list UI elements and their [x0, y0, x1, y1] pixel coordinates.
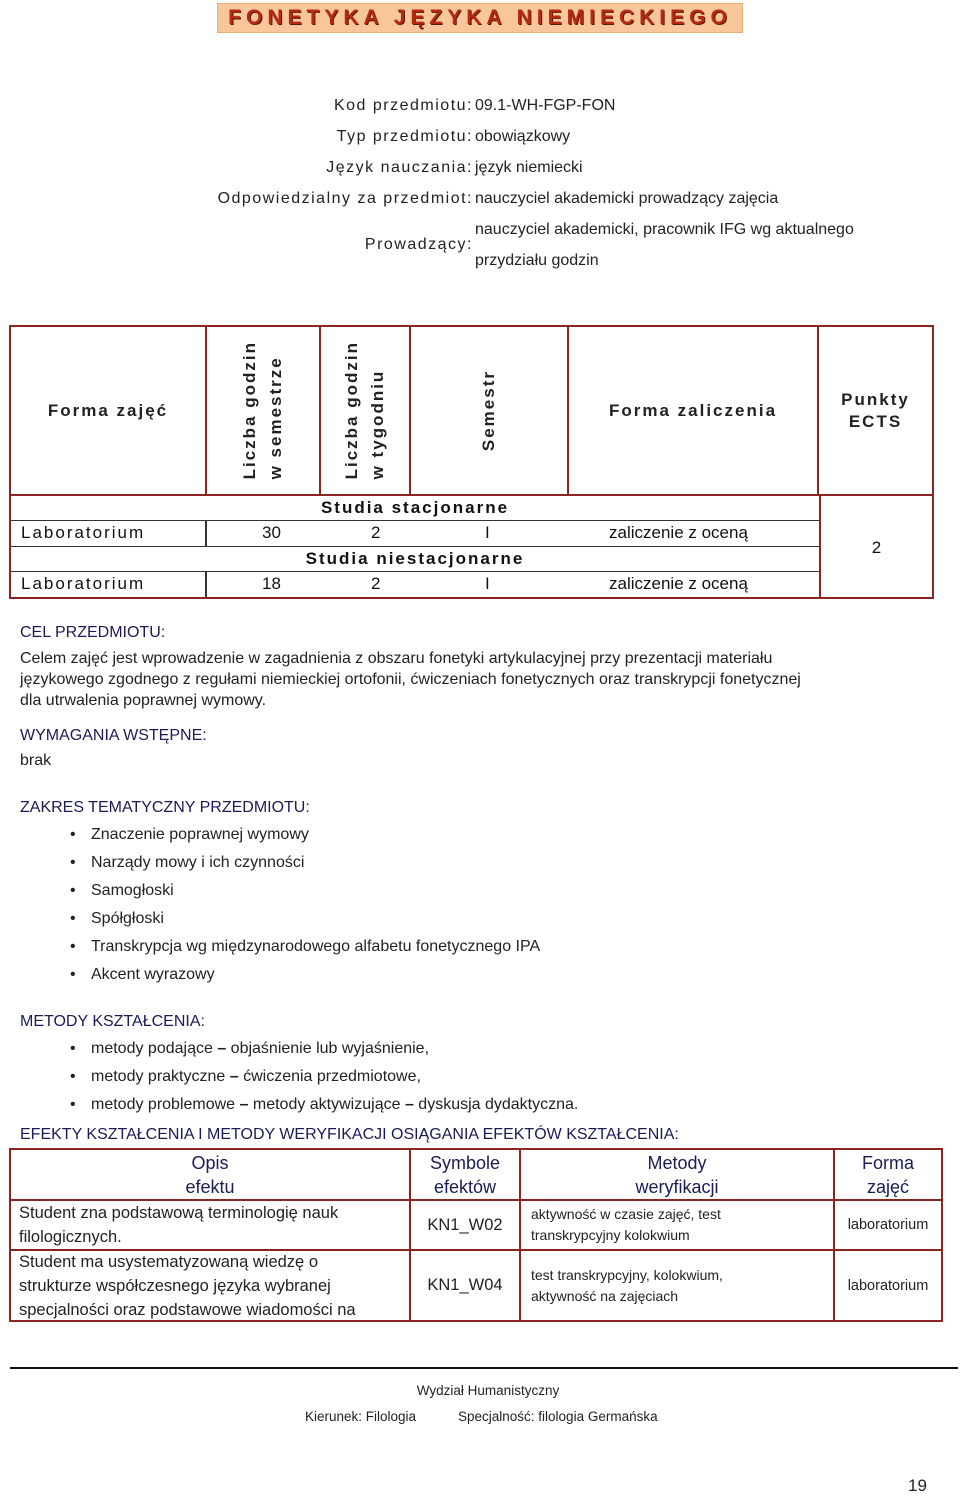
- info-row-typ: [0, 121, 960, 152]
- section-niestacjonarne: Studia niestacjonarne: [305, 549, 525, 568]
- list-item: • Akcent wyrazowy: [78, 961, 940, 989]
- cell-semestr: I: [485, 574, 490, 593]
- footer-divider: [10, 1367, 958, 1369]
- course-sections: [20, 622, 940, 1119]
- info-value: nauczyciel akademicki prowadzący zajęcia: [475, 190, 779, 207]
- cel-text: Celem zajęć jest wprowadzenie w zagadnienia z obszaru fonetyki artykulacyjnej przy prezentacji materiału językowego zgodnego z regułami niemieckiej ortofonii, ćwiczeniach fonetycznych oraz transkrypcji fonetycznej dla utrwalenia poprawnej wymowy.: [20, 650, 801, 709]
- info-row-odpowiedzialny: [0, 183, 960, 214]
- info-value-line: nauczyciel akademicki, pracownik IFG wg aktualnego: [475, 221, 854, 238]
- title-banner: [0, 0, 960, 36]
- table-row: [11, 571, 819, 598]
- cell-godz-tydz: 2: [371, 574, 381, 593]
- cell-opis: Student zna podstawową terminologię nauk filologicznych.: [11, 1201, 411, 1249]
- cell-godz-tydz: 2: [371, 523, 381, 542]
- cell-metody: aktywność w czasie zajęć, test transkrypcyjny kolokwium: [521, 1201, 835, 1249]
- wymagania-text: brak: [20, 752, 52, 769]
- efekty-table: [9, 1148, 943, 1322]
- info-value: obowiązkowy: [475, 128, 571, 145]
- footer-wydzial: Wydział Humanistyczny: [416, 1383, 560, 1398]
- info-row-kod: [0, 90, 960, 121]
- info-value-line: przydziału godzin: [475, 252, 599, 269]
- cell-forma: Laboratorium: [21, 574, 146, 593]
- cell-forma: laboratorium: [847, 1217, 929, 1233]
- cell-forma: laboratorium: [847, 1277, 929, 1294]
- list-item: • Narządy mowy i ich czynności: [78, 849, 940, 877]
- cel-heading: CEL PRZEDMIOTU:: [20, 624, 166, 641]
- list-item: • Spółgłoski: [78, 905, 940, 933]
- info-label: Prowadzący:: [364, 236, 473, 253]
- efekty-heading: EFEKTY KSZTAŁCENIA I METODY WERYFIKACJI OSIĄGANIA EFEKTÓW KSZTAŁCENIA:: [20, 1126, 679, 1143]
- table-row: [11, 1201, 941, 1251]
- cell-semestr: I: [485, 523, 490, 542]
- info-label: Kod przedmiotu:: [333, 96, 473, 114]
- table-row: [11, 1251, 941, 1320]
- zakres-list: [78, 821, 940, 989]
- metody-heading: METODY KSZTAŁCENIA:: [20, 1013, 205, 1030]
- wymagania-heading: WYMAGANIA WSTĘPNE:: [20, 727, 207, 744]
- header-forma-zaliczenia: Forma zaliczenia: [569, 327, 819, 494]
- cell-opis: Student ma usystematyzowaną wiedzę o strukturze współczesnego języka wybranej specjalności oraz podstawowe wiadomości na: [11, 1251, 411, 1320]
- list-item: • Samogłoski: [78, 877, 940, 905]
- cell-zaliczenie: zaliczenie z oceną: [609, 523, 748, 542]
- info-label: Typ przedmiotu:: [336, 127, 473, 145]
- cell-metody: test transkrypcyjny, kolokwium, aktywność na zajęciach: [521, 1251, 835, 1320]
- page-number: 19: [908, 1476, 927, 1495]
- hours-table: [9, 325, 934, 599]
- header-liczba-godzin-tydzien: Liczba godzin w tygodniu: [321, 327, 411, 494]
- info-value: język niemiecki: [475, 159, 583, 176]
- info-row-jezyk: [0, 152, 960, 183]
- table-row: [11, 520, 819, 547]
- cell-godz-sem: 30: [262, 523, 281, 542]
- header-metody: Metody weryfikacji: [521, 1150, 835, 1199]
- header-liczba-godzin-semestr: Liczba godzin w semestrze: [207, 327, 321, 494]
- header-opis: Opis efektu: [11, 1150, 411, 1199]
- cell-symbol: KN1_W02: [411, 1201, 521, 1249]
- footer-specjalnosc: Specjalność: filologia Germańska: [458, 1409, 658, 1424]
- info-value: [475, 214, 915, 276]
- metody-list: [78, 1035, 940, 1119]
- ects-value: 2: [819, 496, 932, 599]
- info-label: Język nauczania:: [326, 158, 473, 176]
- hours-table-body: [11, 494, 932, 597]
- cell-forma: Laboratorium: [21, 523, 146, 542]
- hours-table-header: [11, 327, 932, 494]
- footer-kierunek: Kierunek: Filologia: [305, 1409, 417, 1424]
- section-stacjonarne: Studia stacjonarne: [320, 498, 510, 517]
- header-forma: Forma zajęć: [861, 1152, 914, 1197]
- header-forma-zajec: Forma zajęć: [11, 327, 207, 494]
- course-info: [0, 90, 960, 276]
- cell-zaliczenie: zaliczenie z oceną: [609, 574, 748, 593]
- page-title: FONETYKA JĘZYKA NIEMIECKIEGO: [217, 3, 743, 33]
- header-semestr: Semestr: [411, 327, 569, 494]
- list-item: • metody problemowe – metody aktywizujące – dyskusja dydaktyczna.: [78, 1091, 940, 1119]
- info-value: 09.1-WH-FGP-FON: [475, 97, 616, 114]
- list-item: • Znaczenie poprawnej wymowy: [78, 821, 940, 849]
- list-item: • Transkrypcja wg międzynarodowego alfabetu fonetycznego IPA: [78, 933, 940, 961]
- list-item: • metody podające – objaśnienie lub wyjaśnienie,: [78, 1035, 940, 1063]
- cell-godz-sem: 18: [262, 574, 281, 593]
- header-symbole: Symbole efektów: [411, 1150, 521, 1199]
- cell-symbol: KN1_W04: [411, 1251, 521, 1320]
- efekty-table-header: [11, 1150, 941, 1201]
- info-row-prowadzacy: [0, 214, 960, 276]
- zakres-heading: ZAKRES TEMATYCZNY PRZEDMIOTU:: [20, 799, 310, 816]
- list-item: • metody praktyczne – ćwiczenia przedmiotowe,: [78, 1063, 940, 1091]
- info-label: Odpowiedzialny za przedmiot:: [217, 189, 473, 207]
- header-punkty-ects: Punkty ECTS: [841, 389, 910, 431]
